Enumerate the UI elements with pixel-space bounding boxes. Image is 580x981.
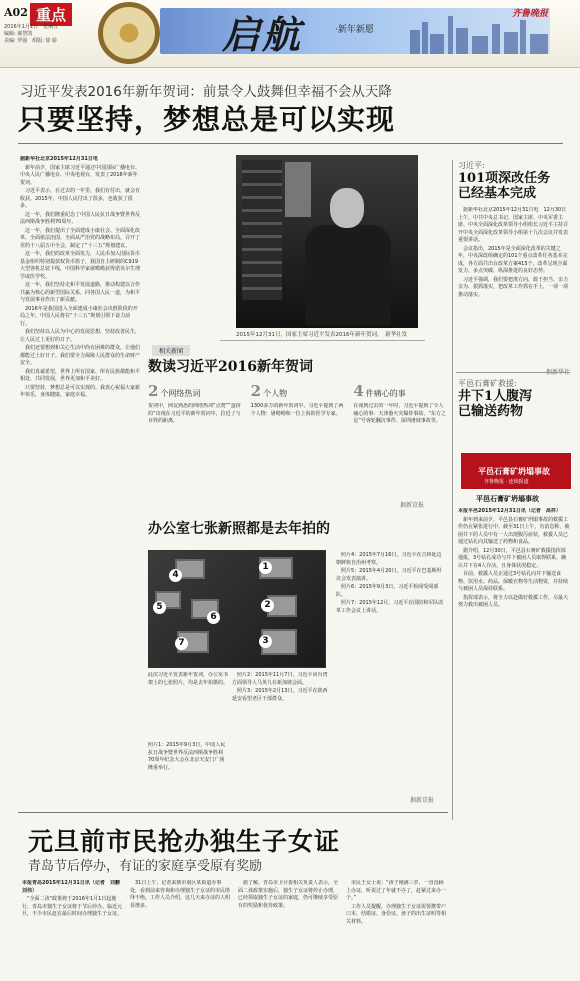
- lead-paragraph: 我们还要想到和关心生活中尚有困难的群众，让他们都能过上好日子。我们要全力保障人民群众的生命财产安全。: [20, 345, 140, 366]
- page-number: A02: [4, 6, 28, 19]
- stat-label: 件痛心的事: [365, 389, 406, 398]
- office-source: 据新京报: [410, 797, 435, 804]
- bottom-divider: [18, 812, 448, 813]
- lead-article: [20, 156, 140, 796]
- lead-paragraph: 这一年，我们坚持走和平发展道路，推动构建以合作共赢为核心的新型国际关系，同各国人民一道，为和平与发展事业作出了新贡献。: [20, 282, 140, 303]
- stat-text: 1300多万的新年贺词中，习近平提到了两个人物：屠呦呦和一位上海的医学专家。: [250, 403, 344, 417]
- bottom-column: [346, 880, 446, 976]
- lead-paragraph: 这一年，我们隆重纪念了中国人民抗日战争暨世界反法西斯战争胜利70周年。: [20, 211, 140, 225]
- caption-divider: [220, 340, 425, 341]
- sidebar-tag: 平邑石膏矿救援:: [458, 379, 517, 388]
- sidebar-rescue-body: [458, 508, 570, 973]
- photo-number: 6: [207, 611, 220, 624]
- photo-number: 2: [261, 599, 274, 612]
- sidebar-title-line: 已经基本完成: [458, 186, 537, 201]
- office-list-a: [232, 672, 332, 802]
- sidebar-title-line: 已输送药物: [458, 404, 524, 419]
- office-paragraph: 照片7：2015年12月，习近平在国防和军队改革工作会议上讲话。: [336, 600, 444, 614]
- bottom-column: [130, 880, 230, 976]
- data-source: 据新京报: [400, 502, 425, 509]
- bookshelf-graphic: [242, 160, 282, 300]
- sidebar-tag: 习近平:: [458, 161, 485, 170]
- sidebar-paragraph: 据介绍，12月30日，平邑县石膏矿救援指挥部通报，3号钻孔成功与井下被困人员取得联系，确认井下有4人存活，且身体状况稳定。: [458, 547, 567, 569]
- bottom-column: [22, 880, 122, 976]
- bottom-paragraph: 市民王女士说：“孩子刚满三岁，一直没顾上办证，听说过了年就不办了，赶紧过来办一个。”: [346, 880, 446, 901]
- lead-paragraph: 2016年是我国进入全面建成小康社会决胜阶段的开局之年，中国人民将在“十三五”规划引领下奋力前行。: [20, 305, 138, 327]
- section-label: 重点: [30, 3, 72, 26]
- sidebar-paragraph: 习近平强调，我们要把准方向、敢于担当、亲力亲为、狠抓落实，把改革工作抓在手上，一项一项推动落实。: [458, 276, 569, 298]
- event-logo-text: 平邑石膏矿坍塌事故: [478, 467, 550, 476]
- bottom-article: [22, 880, 450, 976]
- flag-graphic: [285, 162, 311, 217]
- sidebar-divider: [456, 372, 570, 373]
- bottom-subhead: 青岛节后停办，有证的家庭享受原有奖励: [28, 859, 263, 874]
- stat-item: [353, 382, 448, 503]
- stat-header: [251, 382, 346, 400]
- office-paragraph: 照片6：2015年9月3日，习近平检阅受阅部队。: [336, 584, 439, 598]
- lead-paragraph: 新年前夕，国家主席习近平通过中国国际广播电台、中央人民广播电台、中央电视台，发表了2016年新年贺词。: [20, 164, 140, 186]
- sidebar-body: [458, 207, 570, 367]
- stat-number: 2: [148, 382, 159, 400]
- stats-row: [148, 382, 448, 503]
- sidebar-paragraph: 指挥部表示，将全力以赴做好救援工作，尽最大努力救出被困人员。: [458, 594, 569, 608]
- related-news-tag: 相关新闻: [152, 345, 190, 356]
- office-paragraph: 照片4：2015年7月16日，习近平在吉林延边朝鲜族自治州考察。: [336, 552, 442, 566]
- person-head: [330, 188, 364, 228]
- office-paragraph: 照片5：2015年4月20日，习近平在巴基斯坦议会发表演讲。: [336, 568, 442, 582]
- lead-paragraph: 这一年，我们提出了全面建成小康社会、全面深化改革、全面依法治国、全面从严治党的战略布局，召开了党的十八届五中全会，制定了“十三五”规划建议。: [20, 227, 140, 249]
- lead-dateline: 据新华社北京2015年12月31日电: [20, 156, 98, 162]
- person-figure: [305, 225, 391, 325]
- sidebar-paragraph: 据新华社北京2015年12月31日电 12月30日上午，中共中央总书记、国家主席、中央军委主席、中央全面深化改革领导小组组长习近平主持召开中央全面深化改革领导小组第十九次会议并发表重要讲话。: [458, 207, 569, 243]
- bottom-paragraph: 据了解，青岛市卫计委相关负责人表示，全面二孩政策实施后，独生子女证将停止办理，已经领取独生子女证的家庭，仍可继续享受原有的奖励和优待政策。: [238, 880, 338, 909]
- data-block-title: 数读习近平2016新年贺词: [148, 359, 313, 375]
- hero-title: 启航: [222, 12, 303, 57]
- sidebar-paragraph: 新年到来前夕，平邑县石膏矿坍塌事故的救援工作仍在紧张进行中。截至31日上午，有消息称，被困井下的人员中有一人出现腹泻症状，救援人员已通过钻孔向其输送了药物和食品。: [458, 516, 570, 545]
- lead-paragraph: 我们坚持以人民为中心的发展思想，坚持改善民生，让人民过上更好的日子。: [20, 329, 140, 343]
- office-paragraph: 照片1：2015年9月3日，中国人民抗日战争暨世界反法西斯战争胜利70周年纪念大会在北京天安门广场隆重举行。: [148, 742, 226, 771]
- meta-line: 2016年1月1日 星期五: [4, 24, 59, 30]
- lead-paragraph: 我们真诚希望，世界上所有国家、所有民族都能和平相处、共同发展，世界更加和平美好。: [20, 368, 140, 382]
- office-caption: 此次习近平发表新年贺词，办公室书架上的七张照片，均是去年拍摄的。: [148, 672, 228, 686]
- lead-kicker: 习近平发表2016年新年贺词：前景令人鼓舞但幸福不会从天降: [20, 84, 392, 100]
- photo-number: 4: [169, 569, 182, 582]
- photo-number: 3: [259, 635, 272, 648]
- stat-label: 个人物: [263, 389, 288, 398]
- photo-gutter: [148, 155, 230, 335]
- sidebar-reform: [458, 160, 570, 376]
- office-paragraph: 照片2：2015年11月7日，习近平同台湾方面领导人马英九在新加坡会面。: [232, 672, 328, 686]
- bottom-dateline: 本报青岛2015年12月31日讯（记者 刘鹏 刘伟）: [22, 880, 120, 894]
- sidebar-title-line: 井下1人腹泻: [458, 389, 533, 404]
- stat-item: [148, 382, 243, 503]
- bottom-paragraph: “全面二孩”政策将于2016年1月1日起施行，青岛市独生子女证将于节后停办。临近元旦，不少市民赶在最后时间办理独生子女证。: [22, 896, 122, 917]
- bottom-column: [238, 880, 338, 976]
- stat-number: 2: [250, 382, 262, 400]
- bottom-paragraph: 31日上午，记者来到市南区某街道办事处，看到前来咨询和办理独生子女证的市民络绎不绝。工作人员介绍，这几天来办证的人明显增多。: [130, 880, 230, 909]
- sidebar-paragraph: 会议指出，2015年是全面深化改革的关键之年，中央深改组确定的101个重点改革任务基本完成，各方面共出台改革方案415个，改革呈现全面发力、多点突破、纵深推进的良好态势。: [458, 245, 568, 274]
- office-list-b: [336, 552, 446, 802]
- sidebar-mine-rescue: [458, 378, 570, 419]
- stat-number: 4: [353, 382, 364, 400]
- event-logo-sub: 齐鲁晚报 · 连续报道: [484, 479, 529, 485]
- bottom-headline: 元旦前市民抢办独生子女证: [28, 827, 341, 856]
- lead-paragraph: 只要坚持，梦想总是可以实现的。我衷心祝福大家新年快乐，身体健康，家庭幸福。: [20, 384, 140, 398]
- sidebar-dateline: 本报平邑2015年12月31日讯（记者 高祥）: [458, 508, 561, 514]
- office-block-title: 办公室七张新照都是去年拍的: [148, 521, 330, 537]
- stat-label: 个网络热词: [160, 389, 201, 398]
- hero-subtitle: ·新年新愿: [335, 25, 374, 35]
- photo-number: 1: [259, 561, 272, 574]
- bottom-paragraph: 工作人员提醒，办理独生子女证需要携带户口本、结婚证、身份证、孩子的出生证明等相关材料。: [346, 903, 446, 925]
- ship-wheel-icon: [98, 2, 160, 64]
- office-paragraph: 照片3：2015年2月13日，习近平在陕西延安看望老区干部群众。: [232, 688, 328, 702]
- page-meta: [4, 24, 58, 45]
- event-tag: 平邑石膏矿坍塌事故: [476, 495, 539, 503]
- stat-header: [353, 382, 448, 400]
- photo-caption: 2015年12月31日，国家主席习近平发表2016年新年贺词。 新华社发: [236, 332, 408, 338]
- photo-number: 5: [153, 601, 166, 614]
- photo-number: 7: [175, 637, 188, 650]
- lead-headline: 只要坚持，梦想总是可以实现: [18, 103, 396, 136]
- meta-line: 编辑: 郝慧凯: [4, 31, 33, 37]
- stat-text: 贺词中，网友熟悉的网络热词“点赞”“蛮拼的”出现在习近平的新年贺词中，拉近了与百姓的距离。: [148, 403, 241, 424]
- meta-line: 美编: 罗强 组版: 徐 娇: [4, 38, 58, 44]
- column-rule: [452, 160, 453, 820]
- stat-header: [148, 382, 243, 400]
- office-photo: [148, 550, 326, 668]
- sidebar-title-line: 101项深改任务: [458, 171, 551, 186]
- sidebar-paragraph: 目前，救援人员正通过3号钻孔向井下输送食物、饮用水、药品、保暖衣物等生活物资，并持续与被困人员保持联系。: [458, 571, 569, 592]
- newspaper-brand: 齐鲁晚报: [512, 9, 549, 19]
- stat-text: 在谈到过去的一年时，习近平提到了令人痛心的事：天津港火灾爆炸事故、“东方之星”号客轮翻沉事件、深圳滑坡事故等。: [353, 403, 446, 424]
- lead-paragraph: 这一年，我们的改革全面发力，人民币加入国际货币基金组织特别提款权货币篮子，我国自主研制的C919大型客机总装下线，中国科学家屠呦呦获得诺贝尔生理学或医学奖。: [20, 251, 140, 280]
- headline-divider: [18, 143, 563, 144]
- stat-item: [251, 382, 346, 503]
- lead-paragraph: 习近平表示，在过去的一年里，我们有付出，就会有收获。2015年，中国人民付出了很多，也收获了很多。: [20, 188, 140, 209]
